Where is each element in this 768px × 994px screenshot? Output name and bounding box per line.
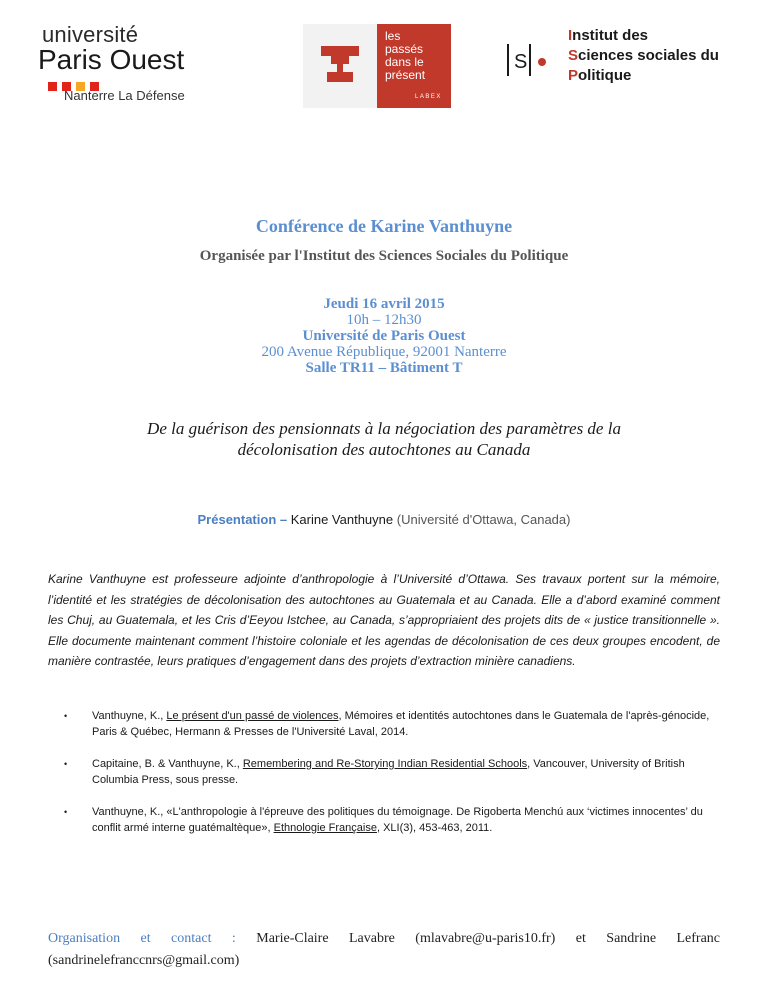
reference-title: Le présent d'un passé de violences (166, 710, 339, 722)
isp-emblem-icon (504, 40, 554, 80)
labex-logo (303, 24, 451, 108)
talk-title-line1: De la guérison des pensionnats à la négociation des paramètres de la (147, 419, 621, 438)
svg-text:S: S (514, 51, 528, 73)
universite-paris-ouest-logo (38, 22, 208, 108)
isp-name (568, 26, 719, 86)
isp-line-1: Institut des (568, 27, 649, 44)
organized-by: Organisée par l'Institut des Sciences Sociales du Politique (199, 248, 569, 264)
speaker-affiliation: (Université d'Ottawa, Canada) (396, 512, 571, 527)
reference-title: Ethnologie Française (273, 822, 377, 834)
contact-info (48, 928, 720, 972)
upo-logo-line2: Paris Ouest (38, 44, 185, 75)
labex-emblem-icon (317, 42, 363, 86)
event-date: Jeudi 16 avril 2015 (323, 296, 445, 312)
reference-item: • Capitaine, B. & Vanthuyne, K., Remembering and Re-Storying Indian Residential Schools, Vancouver, University of British Columbia Press, sous presse. (64, 758, 685, 786)
upo-logo-line3: Nanterre La Défense (64, 88, 185, 103)
event-venue: Université de Paris Ouest (302, 328, 466, 344)
isp-logo (504, 26, 754, 96)
reference-title: Remembering and Re-Storying Indian Residential Schools (242, 758, 528, 770)
presentation-label: Présentation – (197, 512, 288, 527)
abstract: Karine Vanthuyne est professeure adjointe d’anthropologie à l’Université d’Ottawa. Ses travaux portent sur la mémoire, l’identité et les stratégies de décolonisation des autochtones au Guatemala et au Canada. Elle a d’abord examiné comment les Chuj, au Guatemala, et les Cris d’Eeyou Istchee, au Canada, s’appropriaient des projets dits de « justice transitionnelle ». Elle documente maintenant comment l’histoire coloniale et les agendas de décolonisation de ces deux groupes encodent, de manière contrastée, leurs pratiques d’engagement dans des projets d’extraction minière canadiens. (48, 572, 720, 668)
labex-tag: LABEX (415, 94, 442, 100)
reference-item: • Vanthuyne, K., Le présent d'un passé de violences, Mémoires et identités autochtones dans le Guatemala de l'après-génocide, Paris & Québec, Hermann & Presses de l'Université Laval, 2014. (64, 710, 710, 738)
event-address: 200 Avenue République, 92001 Nanterre (261, 344, 507, 360)
talk-title-line2: décolonisation des autochtones au Canada (237, 440, 531, 459)
event-time: 10h – 12h30 (346, 312, 422, 328)
speaker-name: Karine Vanthuyne (290, 512, 394, 527)
upo-logo-line1: université (42, 22, 139, 47)
presentation-line (0, 512, 768, 527)
conference-title: Conférence de Karine Vanthuyne (255, 216, 513, 236)
labex-words: les passés dans le présent (385, 29, 426, 82)
contact-text: Marie-Claire Lavabre (mlavabre@u-paris10.fr) et Sandrine Lefranc (sandrinelefranccnrs@gmail.com) (48, 931, 721, 968)
isp-line-3: Politique (568, 67, 632, 84)
bullet-icon: • (64, 711, 68, 721)
event-room: Salle TR11 – Bâtiment T (305, 360, 463, 376)
logo-header (0, 0, 768, 120)
bullet-icon: • (64, 759, 68, 769)
contact-label: Organisation et contact : (48, 931, 236, 946)
isp-line-2: Sciences sociales du (568, 47, 719, 64)
reference-item: • Vanthuyne, K., «L'anthropologie à l'épreuve des politiques du témoignage. De Rigoberta Menchú aux ‘victimes innocentes’ du conflit armé interne guatémaltèque», Ethnologie Française, XLI(3), 453-463, 2011. (64, 806, 703, 834)
event-details (0, 296, 768, 376)
bullet-icon: • (64, 807, 68, 817)
references-list (64, 708, 724, 852)
talk-title (0, 418, 768, 460)
